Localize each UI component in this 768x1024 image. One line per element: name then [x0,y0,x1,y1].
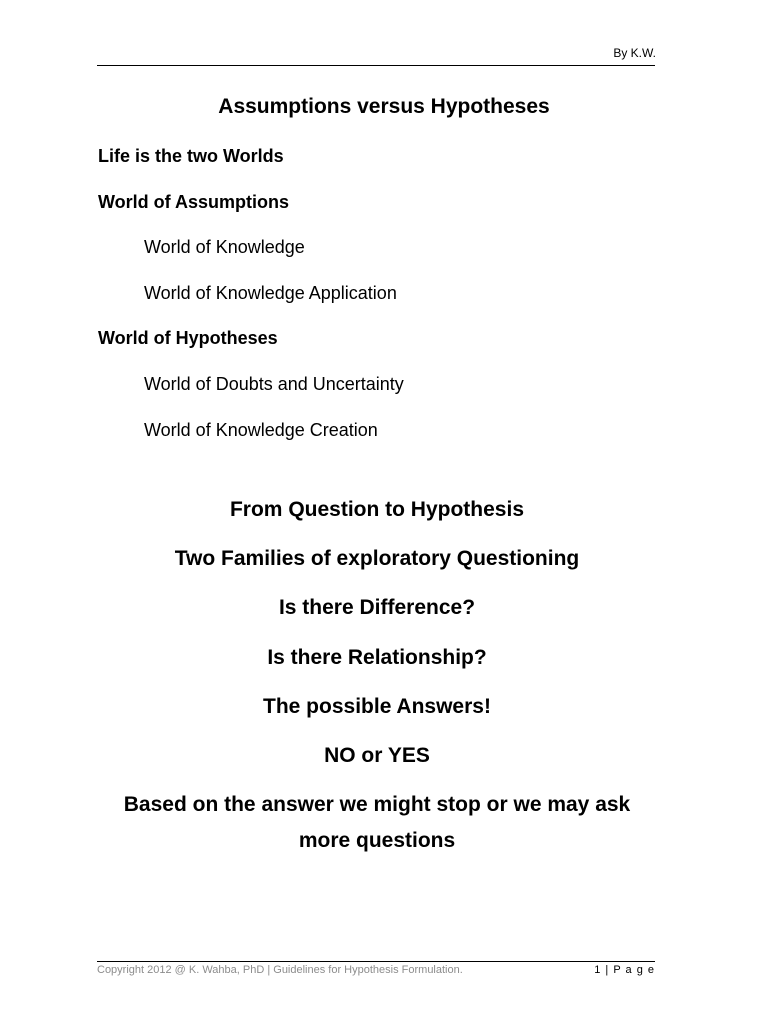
assumptions-heading: World of Assumptions [98,192,289,212]
hypotheses-item: World of Doubts and Uncertainty [144,374,404,394]
question-line: Is there Relationship? [267,646,487,669]
footer-rule [97,961,655,962]
hypotheses-item: World of Knowledge Creation [144,420,378,440]
worlds-intro: Life is the two Worlds [98,146,284,166]
assumptions-item: World of Knowledge [144,237,305,257]
question-line: The possible Answers! [263,695,491,718]
question-line: Two Families of exploratory Questioning [174,547,580,570]
hypotheses-heading: World of Hypotheses [98,328,278,348]
page-title: Assumptions versus Hypotheses [218,95,550,118]
header-author: By K.W. [613,46,656,60]
question-line: From Question to Hypothesis [229,498,525,521]
footer-page-number: 1 | P a g e [594,964,655,976]
header-rule [97,65,655,66]
question-line: Based on the answer we might stop or we may ask more questions [123,793,631,852]
question-line: Is there Difference? [278,596,476,619]
question-line: NO or YES [324,744,430,767]
footer-copyright: Copyright 2012 @ K. Wahba, PhD | Guidelines for Hypothesis Formulation. [97,964,463,976]
assumptions-item: World of Knowledge Application [144,283,397,303]
